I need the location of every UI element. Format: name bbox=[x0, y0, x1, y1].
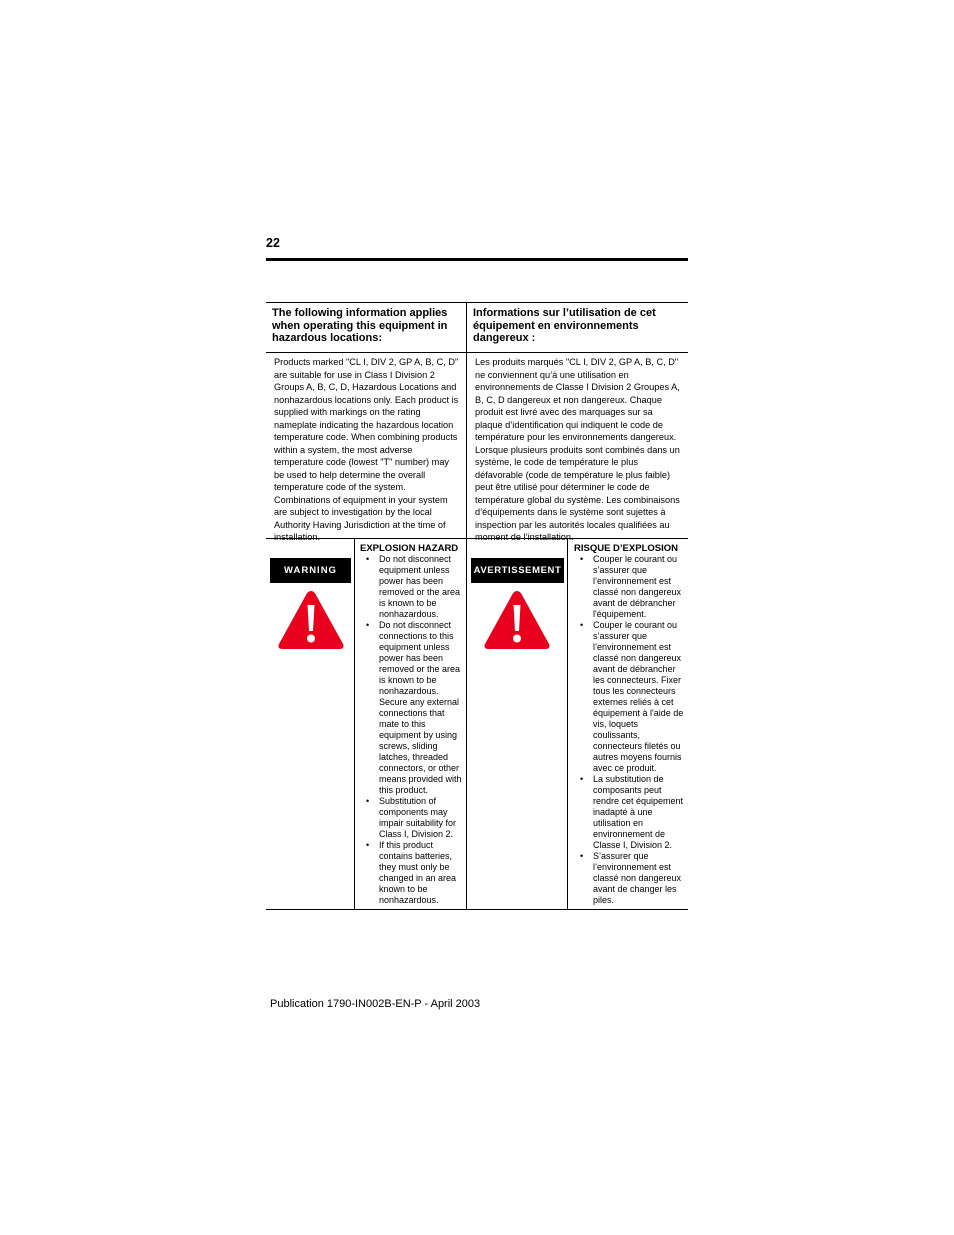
list-item: • Do not disconnect connections to this equipment unless power has been removed or the area is known to be nonhazardous. Secure any external connections that mate to this equipment by using screws, sliding latches, threaded connectors, or other means provided with this product. bbox=[360, 620, 464, 796]
explosion-hazard-title: EXPLOSION HAZARD bbox=[360, 543, 459, 554]
risque-explosion-title: RISQUE D’EXPLOSION bbox=[574, 543, 678, 554]
avertissement-list bbox=[574, 554, 686, 906]
table-header-row bbox=[266, 303, 688, 353]
publication-footer: Publication 1790-IN002B-EN-P - April 2003 bbox=[270, 998, 481, 1010]
warning-label-cell bbox=[266, 539, 355, 909]
list-item: • If this product contains batteries, they must only be changed in an area known to be nonhazardous. bbox=[360, 840, 464, 906]
body-english: Products marked "CL I, DIV 2, GP A, B, C, D" are suitable for use in Class I Division 2 Groups A, B, C, D, Hazardous Locations and nonhazardous locations only. Each product is supplied with markings on the rating nameplate indicating the hazardous location temperature code. When combining products within a system, the most adverse temperature code (lowest "T" number) may be used to help determine the overall temperature code of the system. Combinations of equipment in your system are subject to investigation by the local Authority Having Jurisdiction at the time of installation. bbox=[266, 353, 467, 538]
hazardous-locations-table bbox=[266, 302, 688, 910]
warning-triangle-icon bbox=[483, 589, 551, 651]
avertissement-label-cell bbox=[467, 539, 568, 909]
warning-row bbox=[266, 539, 688, 909]
list-item: • Substitution of components may impair suitability for Class I, Division 2. bbox=[360, 796, 464, 840]
avertissement-text-cell bbox=[568, 539, 688, 909]
list-item: • S’assurer que l’environnement est classé non dangereux avant de changer les piles. bbox=[574, 851, 686, 906]
header-french: Informations sur l’utilisation de cet équipement en environnements dangereux : bbox=[473, 307, 656, 344]
avertissement-badge: AVERTISSEMENT bbox=[471, 558, 564, 583]
warning-text-cell bbox=[355, 539, 467, 909]
list-item: • La substitution de composants peut rendre cet équipement inadapté à une utilisation en environnement de Classe I, Division 2. bbox=[574, 774, 686, 851]
warning-triangle-icon bbox=[277, 589, 345, 651]
list-item: • Do not disconnect equipment unless power has been removed or the area is known to be nonhazardous. bbox=[360, 554, 464, 620]
body-french: Les produits marqués "CL I, DIV 2, GP A, B, C, D" ne conviennent qu’à une utilisation en environnements de Classe I Division 2 Groupes A, B, C, D dangereux et non dangereux. Chaque produit est livré avec des marquages sur sa plaque d’identification qui indiquent le code de température pour les environnements dangereux. Lorsque plusieurs produits sont combinés dans un système, le code de température le plus défavorable (code de température le plus faible) peut être utilisé pour déterminer le code de température global du système. Les combinaisons d’équipements dans le système sont sujettes à inspection par les autorités locales qualifiées au moment de l’installation. bbox=[475, 357, 680, 542]
page-number: 22 bbox=[266, 236, 280, 250]
table-body-row bbox=[266, 353, 688, 542]
list-item: • Couper le courant ou s’assurer que l’environnement est classé non dangereux avant de débrancher l'équipement. bbox=[574, 554, 686, 620]
top-rule bbox=[266, 258, 688, 261]
warning-badge: WARNING bbox=[270, 558, 351, 583]
header-english: The following information applies when operating this equipment in hazardous locations: bbox=[266, 303, 467, 352]
list-item: • Couper le courant ou s’assurer que l’environnement est classé non dangereux avant de débrancher les connecteurs. Fixer tous les connecteurs externes reliés à cet équipement à l'aide de vis, loquets coulissants, connecteurs filetés ou autres moyens fournis avec ce produit. bbox=[574, 620, 686, 774]
warning-list bbox=[360, 554, 464, 906]
